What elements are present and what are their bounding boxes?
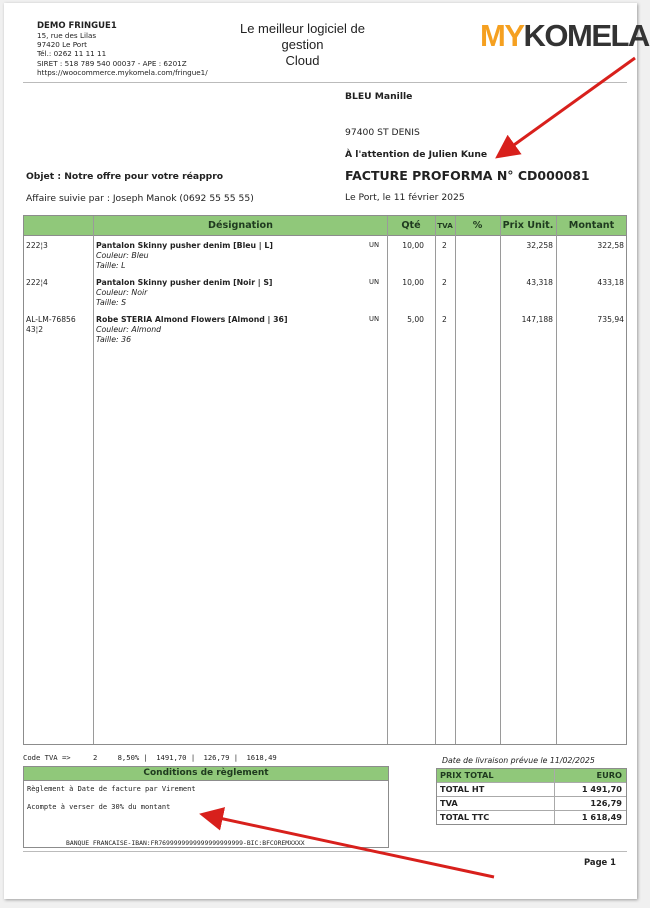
company-siret-line: SIRET : 518 789 540 00037 - APE : 6201Z <box>37 58 187 68</box>
row-title: Pantalon Skinny pusher denim [Bleu | L] <box>96 241 273 250</box>
tva-summary-rate: 8,50% | <box>117 753 148 762</box>
logo-part-komela: KOMELA <box>523 18 649 53</box>
recipient-attention: À l'attention de Julien Kune <box>345 149 488 160</box>
total-tva-value: 126,79 <box>590 798 622 808</box>
totals-header-currency: EURO <box>596 770 622 780</box>
page-number: Page 1 <box>584 857 616 867</box>
document-date: Le Port, le 11 février 2025 <box>345 192 465 203</box>
row-attr: Taille: S <box>96 298 127 307</box>
row-ref: AL-LM-76856 43¦2 <box>26 315 76 334</box>
row-unit-price: 32,258 <box>526 241 553 250</box>
row-attr: Taille: 36 <box>96 335 132 344</box>
delivery-date: Date de livraison prévue le 11/02/2025 <box>442 756 595 765</box>
payment-deposit-line: Acompte à verser de 30% du montant <box>27 803 171 811</box>
payment-conditions-title: Conditions de règlement <box>24 767 388 781</box>
row-tva: 2 <box>442 278 447 287</box>
document-title: FACTURE PROFORMA N° CD000081 <box>345 168 590 183</box>
row-title: Robe STERIA Almond Flowers [Almond | 36] <box>96 315 288 324</box>
row-unit-price: 147,188 <box>521 315 553 324</box>
row-unit: UN <box>369 278 380 286</box>
company-url-line: https://woocommerce.mykomela.com/fringue1/ <box>37 67 208 77</box>
row-qty: 10,00 <box>402 241 424 250</box>
recipient-city: 97400 ST DENIS <box>345 127 420 138</box>
company-name: DEMO FRINGUE1 <box>37 21 117 31</box>
company-city-line: 97420 Le Port <box>37 40 87 50</box>
th-pct: % <box>472 220 483 231</box>
tva-summary-label: Code TVA => <box>23 753 71 762</box>
total-ht-label: TOTAL HT <box>440 784 485 794</box>
th-tva: TVA <box>437 221 453 230</box>
row-unit-price: 43,318 <box>526 278 553 287</box>
tva-summary-total: 1618,49 <box>246 753 277 762</box>
row-montant: 322,58 <box>597 241 624 250</box>
total-ttc-label: TOTAL TTC <box>440 812 490 822</box>
tagline-line-1: Le meilleur logiciel de gestion <box>239 21 365 52</box>
row-attr: Taille: L <box>96 261 126 270</box>
row-montant: 735,94 <box>597 315 624 324</box>
row-unit: UN <box>369 241 380 249</box>
recipient-name: BLEU Manille <box>345 91 413 102</box>
row-unit: UN <box>369 315 380 323</box>
th-qty: Qté <box>401 220 421 231</box>
company-phone-line: Tél.: 0262 11 11 11 <box>37 49 107 59</box>
bank-details: BANQUE FRANCAISE-IBAN:FR7699999999999999999999-BIC:BFCOREMXXXX <box>66 839 305 847</box>
arrow-to-attention <box>500 58 635 155</box>
tva-summary-amount: 126,79 | <box>203 753 239 762</box>
tagline-line-2: Cloud <box>285 53 320 68</box>
row-attr: Couleur: Almond <box>96 325 162 334</box>
row-tva: 2 <box>442 241 447 250</box>
affaire-line: Affaire suivie par : Joseph Manok (0692 55 55 55) <box>26 193 254 204</box>
tva-summary-base: 1491,70 | <box>156 753 196 762</box>
row-qty: 10,00 <box>402 278 424 287</box>
th-montant: Montant <box>568 220 615 231</box>
row-ref: 222¦4 <box>26 278 48 287</box>
row-attr: Couleur: Bleu <box>96 251 149 260</box>
total-ttc-value: 1 618,49 <box>581 812 622 822</box>
company-address-line: 15, rue des Lilas <box>37 31 97 40</box>
row-montant: 433,18 <box>597 278 624 287</box>
row-qty: 5,00 <box>407 315 424 324</box>
payment-conditions-line: Règlement à Date de facture par Virement <box>27 785 196 793</box>
row-tva: 2 <box>442 315 447 324</box>
totals-header-label: PRIX TOTAL <box>440 770 494 780</box>
row-title: Pantalon Skinny pusher denim [Noir | S] <box>96 278 273 287</box>
total-ht-value: 1 491,70 <box>581 784 622 794</box>
logo-part-my: MY <box>480 18 524 53</box>
th-designation: Désignation <box>208 220 273 231</box>
th-unit-price: Prix Unit. <box>502 220 554 231</box>
arrow-to-conditions <box>205 815 494 877</box>
row-ref: 222¦3 <box>26 241 48 250</box>
tva-summary-code: 2 <box>92 753 98 762</box>
total-tva-label: TVA <box>440 798 458 808</box>
objet-line: Objet : Notre offre pour votre réappro <box>26 171 224 182</box>
row-attr: Couleur: Noir <box>96 288 148 297</box>
